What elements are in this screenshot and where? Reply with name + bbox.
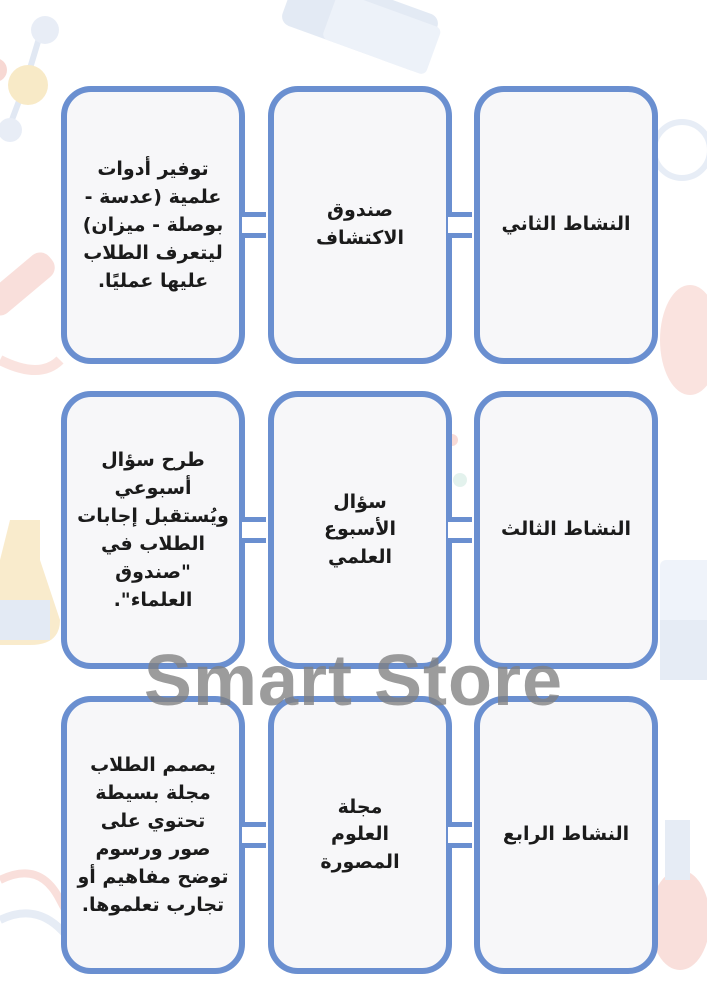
card-connector (448, 212, 472, 238)
activity-title: سؤال الأسبوع العلمي (324, 490, 396, 568)
card-connector (242, 212, 266, 238)
activity-title: صندوق الاكتشاف (315, 199, 404, 249)
activity-card (474, 391, 658, 669)
title-card (268, 86, 452, 364)
description-card (61, 86, 245, 364)
description-card (61, 696, 245, 974)
activity-description: توفير أدوات علمية (عدسة - بوصلة - ميزان) ليتعرف الطلاب عليها عمليًا. (82, 157, 224, 293)
description-card (61, 391, 245, 669)
card-connector (242, 517, 266, 543)
card-connector (448, 517, 472, 543)
activity-card (474, 86, 658, 364)
activity-label: النشاط الرابع (502, 823, 630, 846)
title-card (268, 696, 452, 974)
watermark-text: Smart Store (143, 641, 564, 721)
activity-label: النشاط الثاني (501, 213, 631, 236)
activity-card (474, 696, 658, 974)
card-connector (242, 822, 266, 848)
activity-title: مجلة العلوم المصورة (320, 795, 400, 873)
activity-description: طرح سؤال أسبوعي ويُستقبل إجابات الطلاب في "صندوق العلماء". (77, 448, 229, 612)
card-connector (448, 822, 472, 848)
activity-description: يصمم الطلاب مجلة بسيطة تحتوي على صور ورسوم توضح مفاهيم أو تجارب تعلموها. (77, 753, 229, 917)
activity-label: النشاط الثالث (501, 518, 632, 541)
title-card (268, 391, 452, 669)
